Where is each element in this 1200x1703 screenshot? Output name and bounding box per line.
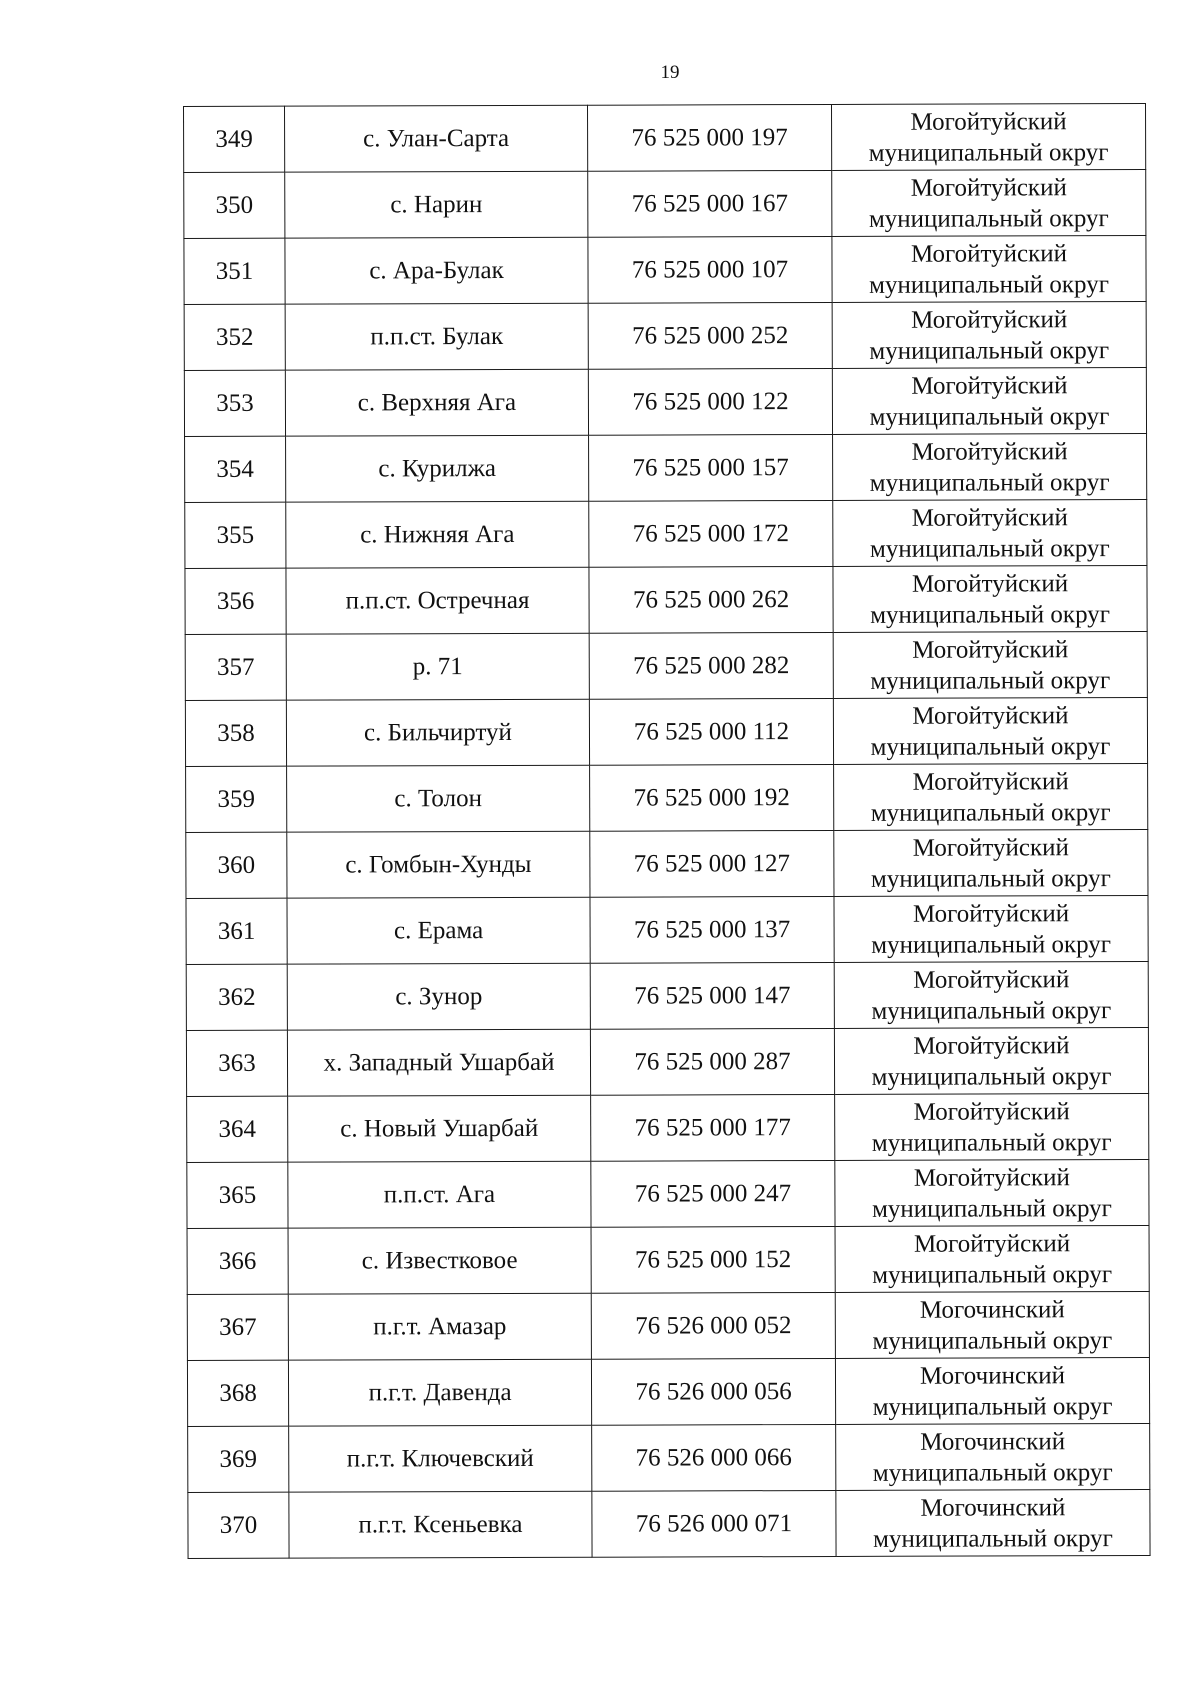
district-cell <box>835 1159 1149 1226</box>
table-row <box>188 1489 1150 1558</box>
district-type: муниципальный округ <box>870 864 1111 893</box>
district-cell <box>833 499 1147 566</box>
district-name: Могойтуйский <box>912 833 1069 862</box>
district-name: Могойтуйский <box>911 371 1068 400</box>
table-row <box>185 565 1147 634</box>
oktmo-code-cell: 76 525 000 147 <box>590 962 834 1029</box>
oktmo-code-cell: 76 525 000 122 <box>588 368 832 435</box>
district-type: муниципальный округ <box>872 1260 1113 1289</box>
settlement-name-cell: с. Ара-Булак <box>285 237 588 304</box>
oktmo-code-cell: 76 525 000 167 <box>588 170 832 237</box>
district-cell <box>834 1027 1148 1094</box>
oktmo-code-cell: 76 525 000 172 <box>589 500 833 567</box>
row-number-cell: 354 <box>185 436 286 502</box>
settlement-name-cell: п.п.ст. Остречная <box>286 567 589 634</box>
row-number-cell: 351 <box>184 238 285 304</box>
settlement-name-cell: п.г.т. Ксеньевка <box>289 1491 592 1558</box>
district-cell <box>836 1423 1150 1490</box>
table-row <box>184 367 1146 436</box>
district-cell <box>833 631 1147 698</box>
oktmo-code-cell: 76 526 000 066 <box>592 1424 836 1491</box>
oktmo-code-cell: 76 525 000 192 <box>590 764 834 831</box>
district-name: Могойтуйский <box>910 173 1067 202</box>
settlement-name-cell: х. Западный Ушарбай <box>287 1029 590 1096</box>
table-row <box>187 1159 1149 1228</box>
oktmo-code-cell: 76 526 000 071 <box>592 1490 836 1557</box>
settlement-name-cell: р. 71 <box>286 633 589 700</box>
table-row <box>186 961 1148 1030</box>
oktmo-code-cell: 76 525 000 107 <box>588 236 832 303</box>
table-row <box>185 433 1147 502</box>
settlement-name-cell: п.п.ст. Ага <box>288 1161 591 1228</box>
oktmo-code-cell: 76 525 000 262 <box>589 566 833 633</box>
oktmo-code-cell: 76 526 000 056 <box>591 1358 835 1425</box>
table-row <box>186 829 1148 898</box>
oktmo-code-cell: 76 525 000 177 <box>591 1094 835 1161</box>
district-type: муниципальный округ <box>870 666 1111 695</box>
district-name: Могойтуйский <box>912 899 1070 928</box>
district-type: муниципальный округ <box>871 1062 1112 1091</box>
district-type: муниципальный округ <box>870 732 1111 761</box>
table-row <box>185 697 1147 766</box>
table-row <box>186 1027 1148 1096</box>
district-cell <box>833 697 1147 764</box>
district-cell <box>833 565 1147 632</box>
district-type: муниципальный округ <box>873 1524 1113 1553</box>
settlement-name-cell: с. Новый Ушарбай <box>288 1095 591 1162</box>
district-type: муниципальный округ <box>872 1326 1113 1355</box>
settlement-name-cell: п.г.т. Амазар <box>288 1293 591 1360</box>
settlement-name-cell: с. Улан-Сарта <box>285 105 588 172</box>
district-type: муниципальный округ <box>869 270 1109 299</box>
district-name: Могочинский <box>920 1427 1066 1456</box>
district-type: муниципальный округ <box>869 336 1110 365</box>
district-name: Могойтуйский <box>911 503 1068 532</box>
row-number-cell: 361 <box>186 898 287 964</box>
oktmo-code-cell: 76 525 000 112 <box>589 698 833 765</box>
row-number-cell: 359 <box>186 766 287 832</box>
row-number-cell: 360 <box>186 832 287 898</box>
district-cell <box>832 367 1146 434</box>
district-name: Могойтуйский <box>910 107 1067 136</box>
table-row <box>184 169 1146 238</box>
row-number-cell: 356 <box>185 568 286 634</box>
district-type: муниципальный округ <box>871 1128 1112 1157</box>
district-cell <box>834 895 1148 962</box>
district-cell <box>832 235 1146 302</box>
row-number-cell: 362 <box>186 964 287 1030</box>
table-row <box>184 235 1146 304</box>
settlement-name-cell: с. Толон <box>287 765 590 832</box>
district-name: Могойтуйский <box>913 1031 1070 1060</box>
oktmo-code-cell: 76 526 000 052 <box>591 1292 835 1359</box>
oktmo-code-cell: 76 525 000 287 <box>590 1028 834 1095</box>
row-number-cell: 364 <box>187 1096 288 1162</box>
district-name: Могойтуйский <box>911 437 1068 466</box>
settlement-name-cell: с. Нижняя Ага <box>286 501 589 568</box>
district-name: Могойтуйский <box>913 1229 1071 1258</box>
settlement-name-cell: с. Гомбын-Хунды <box>287 831 590 898</box>
district-name: Могочинский <box>920 1493 1066 1522</box>
district-type: муниципальный округ <box>871 996 1112 1025</box>
table-row <box>186 763 1148 832</box>
district-type: муниципальный округ <box>868 204 1109 233</box>
district-name: Могойтуйский <box>911 305 1068 334</box>
row-number-cell: 353 <box>184 370 285 436</box>
district-cell <box>832 169 1146 236</box>
row-number-cell: 365 <box>187 1162 288 1228</box>
table-row <box>184 301 1146 370</box>
table-row <box>185 499 1147 568</box>
table-row <box>187 1357 1149 1426</box>
district-name: Могойтуйский <box>912 767 1069 796</box>
district-cell <box>834 763 1148 830</box>
district-type: муниципальный округ <box>872 1194 1112 1223</box>
row-number-cell: 357 <box>185 634 286 700</box>
district-name: Могочинский <box>919 1295 1065 1324</box>
district-cell <box>835 1225 1149 1292</box>
district-name: Могойтуйский <box>913 1097 1070 1126</box>
table-row <box>184 103 1146 172</box>
district-name: Могойтуйский <box>910 239 1068 268</box>
row-number-cell: 355 <box>185 502 286 568</box>
settlement-name-cell: п.г.т. Давенда <box>288 1359 591 1426</box>
oktmo-code-cell: 76 525 000 127 <box>590 830 834 897</box>
district-type: муниципальный округ <box>868 138 1109 167</box>
settlements-table <box>183 103 1151 1559</box>
settlement-name-cell: с. Известковое <box>288 1227 591 1294</box>
row-number-cell: 370 <box>188 1492 289 1558</box>
table-row <box>187 1225 1149 1294</box>
settlement-name-cell: п.г.т. Ключевский <box>289 1425 592 1492</box>
oktmo-code-cell: 76 525 000 152 <box>591 1226 835 1293</box>
district-type: муниципальный округ <box>870 600 1111 629</box>
row-number-cell: 366 <box>187 1228 288 1294</box>
row-number-cell: 350 <box>184 172 285 238</box>
row-number-cell: 368 <box>187 1360 288 1426</box>
district-name: Могойтуйский <box>911 569 1069 598</box>
row-number-cell: 349 <box>184 106 285 172</box>
settlement-name-cell: п.п.ст. Булак <box>285 303 588 370</box>
district-name: Могойтуйский <box>913 965 1070 994</box>
row-number-cell: 369 <box>188 1426 289 1492</box>
district-cell <box>836 1489 1150 1556</box>
oktmo-code-cell: 76 525 000 282 <box>589 632 833 699</box>
district-cell <box>831 103 1145 170</box>
oktmo-code-cell: 76 525 000 137 <box>590 896 834 963</box>
row-number-cell: 352 <box>184 304 285 370</box>
oktmo-code-cell: 76 525 000 197 <box>587 104 831 171</box>
settlement-name-cell: с. Зунор <box>287 963 590 1030</box>
row-number-cell: 358 <box>185 700 286 766</box>
district-type: муниципальный округ <box>872 1392 1113 1421</box>
district-cell <box>832 301 1146 368</box>
settlement-name-cell: с. Верхняя Ага <box>285 369 588 436</box>
district-cell <box>835 1291 1149 1358</box>
settlement-name-cell: с. Нарин <box>285 171 588 238</box>
district-name: Могойтуйский <box>912 635 1069 664</box>
district-cell <box>834 829 1148 896</box>
district-type: муниципальный округ <box>869 402 1110 431</box>
table-body <box>184 103 1151 1558</box>
district-cell <box>833 433 1147 500</box>
district-name: Могойтуйский <box>912 701 1069 730</box>
page-number: 19 <box>660 62 680 83</box>
row-number-cell: 367 <box>187 1294 288 1360</box>
table-row <box>188 1423 1150 1492</box>
oktmo-code-cell: 76 525 000 157 <box>589 434 833 501</box>
oktmo-code-cell: 76 525 000 252 <box>588 302 832 369</box>
settlement-name-cell: с. Ерама <box>287 897 590 964</box>
row-number-cell: 363 <box>186 1030 287 1096</box>
district-type: муниципальный округ <box>871 930 1112 959</box>
district-name: Могойтуйский <box>913 1163 1070 1192</box>
table-row <box>185 631 1147 700</box>
table-row <box>187 1291 1149 1360</box>
table-row <box>186 895 1148 964</box>
district-type: муниципальный округ <box>869 468 1110 497</box>
district-cell <box>835 1093 1149 1160</box>
oktmo-code-cell: 76 525 000 247 <box>591 1160 835 1227</box>
settlement-name-cell: с. Бильчиртуй <box>286 699 589 766</box>
district-cell <box>835 1357 1149 1424</box>
district-cell <box>834 961 1148 1028</box>
district-type: муниципальный округ <box>870 798 1111 827</box>
district-type: муниципальный округ <box>872 1458 1113 1487</box>
table-row <box>187 1093 1149 1162</box>
district-name: Могочинский <box>919 1361 1065 1390</box>
district-type: муниципальный округ <box>869 534 1110 563</box>
settlement-name-cell: с. Курилжа <box>286 435 589 502</box>
